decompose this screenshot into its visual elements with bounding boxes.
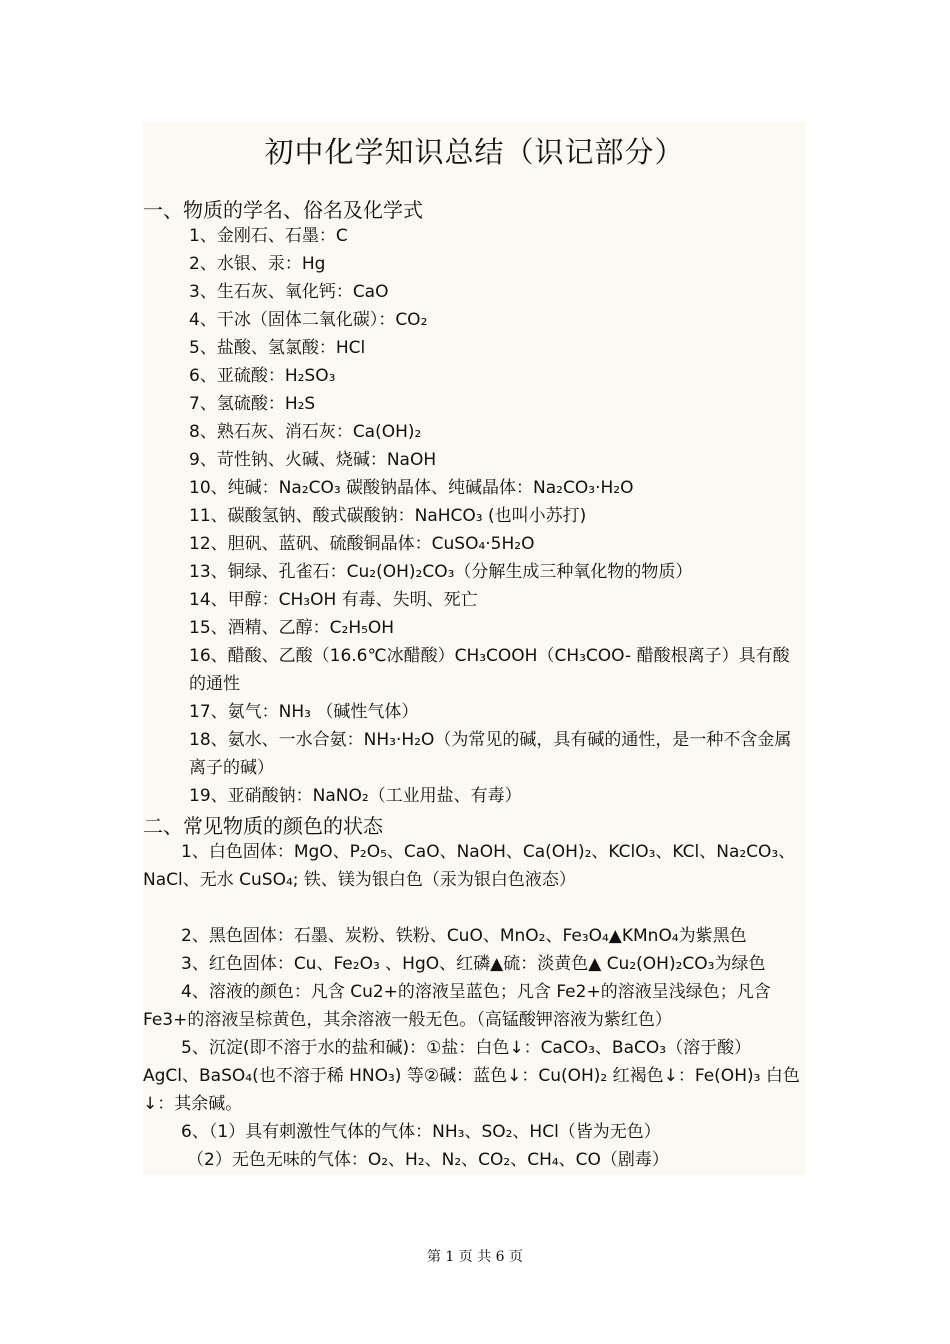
list-item: 7、氢硫酸：H₂S <box>189 394 316 414</box>
page-number: 第 1 页 共 6 页 <box>426 1249 524 1265</box>
list-item: 16、醋酸、乙酸（16.6℃冰醋酸）CH₃COOH（CH₃COO- 醋酸根离子）具有酸的通性 <box>189 646 790 694</box>
list-item: 10、纯碱：Na₂CO₃ 碳酸钠晶体、纯碱晶体：Na₂CO₃·H₂O <box>189 478 634 498</box>
list-item: 1、金刚石、石墨：C <box>189 226 348 246</box>
list-item: 11、碳酸氢钠、酸式碳酸钠：NaHCO₃ (也叫小苏打) <box>189 506 587 526</box>
list-item: 14、甲醇：CH₃OH 有毒、失明、死亡 <box>189 590 478 610</box>
list-item: 3、生石灰、氧化钙：CaO <box>189 282 389 302</box>
list-item: 17、氨气：NH₃ （碱性气体） <box>189 702 419 722</box>
list-item: 13、铜绿、孔雀石：Cu₂(OH)₂CO₃（分解生成三种氧化物的物质） <box>189 562 693 582</box>
paragraph: 5、沉淀(即不溶于水的盐和碱)：①盐：白色↓：CaCO₃、BaCO₃（溶于酸）AgCl、BaSO₄(也不溶于稀 HNO₃) 等②碱：蓝色↓：Cu(OH)₂ 红褐色↓：Fe(OH)₃ 白色↓：其余碱。 <box>143 1038 800 1114</box>
list-item: 8、熟石灰、消石灰：Ca(OH)₂ <box>189 422 422 442</box>
list-item: 9、苛性钠、火碱、烧碱：NaOH <box>189 450 437 470</box>
document-page <box>143 122 806 1175</box>
paragraph: 4、溶液的颜色：凡含 Cu2+的溶液呈蓝色；凡含 Fe2+的溶液呈浅绿色；凡含 Fe3+的溶液呈棕黄色，其余溶液一般无色。（高锰酸钾溶液为紫红色） <box>143 982 771 1030</box>
list-item: 18、氨水、一水合氨：NH₃·H₂O（为常见的碱，具有碱的通性，是一种不含金属离子的碱） <box>189 730 792 778</box>
list-item: 5、盐酸、氢氯酸：HCl <box>189 338 366 358</box>
section-heading-2: 二、常见物质的颜色的状态 <box>143 814 383 838</box>
list-item: 15、酒精、乙醇：C₂H₅OH <box>189 618 395 638</box>
paragraph: 6、（1）具有刺激性气体的气体：NH₃、SO₂、HCl（皆为无色） <box>181 1122 661 1142</box>
paragraph: 2、黑色固体：石墨、炭粉、铁粉、CuO、MnO₂、Fe₃O₄▲KMnO₄为紫黑色 <box>181 926 747 946</box>
list-item: 6、亚硫酸：H₂SO₃ <box>189 366 336 386</box>
list-item: 19、亚硝酸钠：NaNO₂（工业用盐、有毒） <box>189 786 522 806</box>
page-title: 初中化学知识总结（识记部分） <box>264 135 685 169</box>
list-item: 2、水银、汞：Hg <box>189 254 326 274</box>
section-heading-1: 一、物质的学名、俗名及化学式 <box>143 198 423 222</box>
list-item: 12、胆矾、蓝矾、硫酸铜晶体：CuSO₄·5H₂O <box>189 534 535 554</box>
list-item: 4、干冰（固体二氧化碳）：CO₂ <box>189 310 428 330</box>
paragraph: （2）无色无味的气体：O₂、H₂、N₂、CO₂、CH₄、CO（剧毒） <box>187 1150 669 1170</box>
paragraph: 1、白色固体：MgO、P₂O₅、CaO、NaOH、Ca(OH)₂、KClO₃、KCl、Na₂CO₃、NaCl、无水 CuSO₄; 铁、镁为银白色（汞为银白色液态） <box>143 842 796 890</box>
paragraph: 3、红色固体：Cu、Fe₂O₃ 、HgO、红磷▲硫：淡黄色▲ Cu₂(OH)₂CO₃为绿色 <box>181 954 766 974</box>
